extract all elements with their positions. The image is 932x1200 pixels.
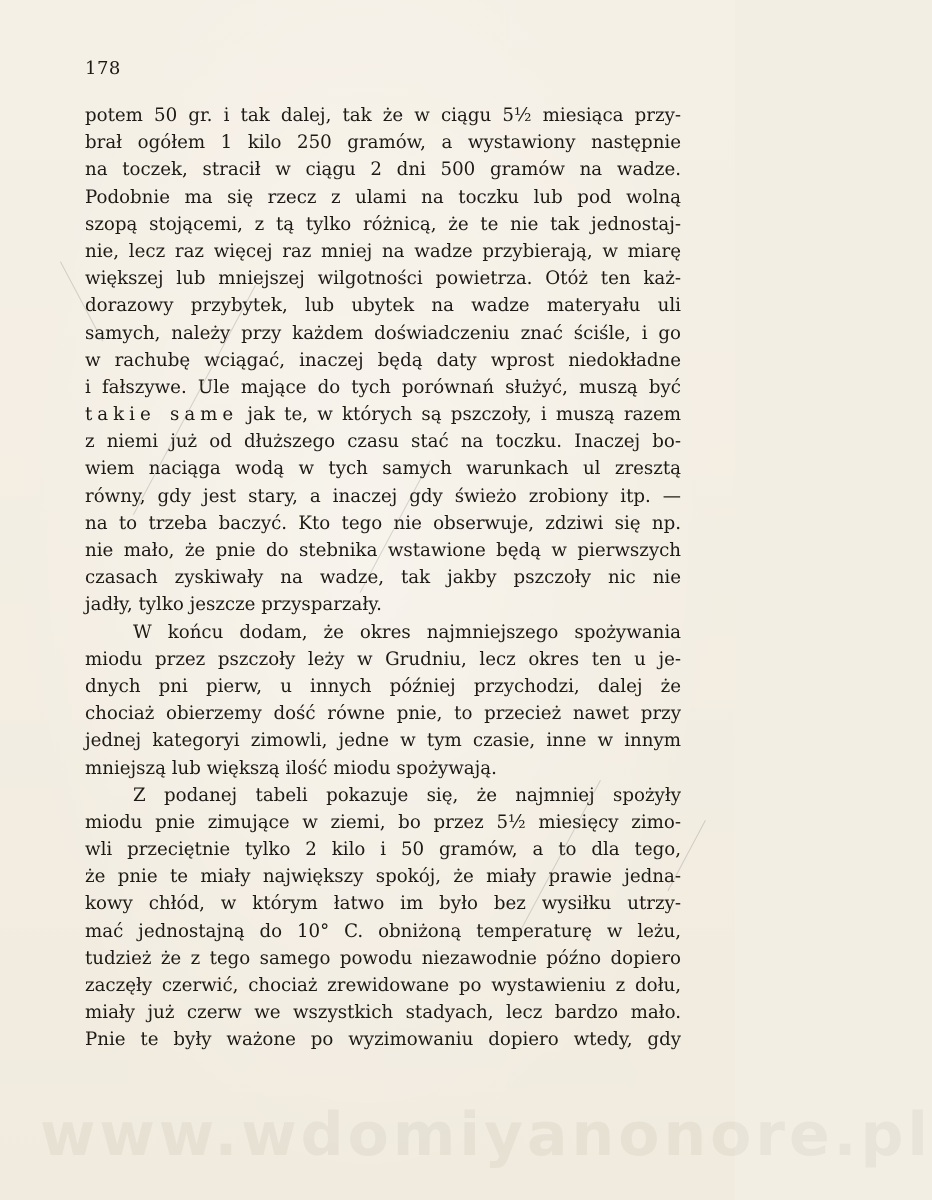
text-line: w rachubę wciągać, inaczej będą daty wprost niedokładne xyxy=(85,349,681,371)
text-line: Podobnie ma się rzecz z ulami na toczku lub pod wolną xyxy=(85,186,681,208)
text-line: nie, lecz raz więcej raz mniej na wadze przybierają, w miarę xyxy=(85,240,681,262)
spaced-line-rest: jak te, w których są pszczoły, i muszą razem xyxy=(238,404,681,426)
text-line: jednej kategoryi zimowli, jedne w tym czasie, inne w innym xyxy=(85,730,681,752)
text-line: W końcu dodam, że okres najmniejszego spożywania xyxy=(133,621,681,643)
body-text xyxy=(85,102,681,1054)
spaced-emphasis: takie same xyxy=(85,404,239,426)
text-line: zaczęły czerwić, chociaż zrewidowane po wystawieniu z dołu, xyxy=(85,975,681,996)
text-line: wli przeciętnie tylko 2 kilo i 50 gramów, a to dla tego, xyxy=(85,839,681,861)
text-line: miodu pnie zimujące w ziemi, bo przez 5½ miesięcy zimo- xyxy=(85,811,681,833)
watermark: www.wdomiyanonore.pl xyxy=(40,1100,932,1170)
text-line: dorazowy przybytek, lub ubytek na wadze materyału uli xyxy=(85,295,681,317)
text-line: chociaż obierzemy dość równe pnie, to przecież nawet przy xyxy=(85,703,681,725)
text-line: brał ogółem 1 kilo 250 gramów, a wystawiony następnie xyxy=(85,132,681,154)
text-line: tudzież że z tego samego powodu niezawodnie późno dopiero xyxy=(85,947,681,969)
text-line: kowy chłód, w którym łatwo im było bez wysiłku utrzy- xyxy=(85,893,681,915)
text-line: Pnie te były ważone po wyzimowaniu dopiero wtedy, gdy xyxy=(85,1029,681,1051)
text-line: na to trzeba baczyć. Kto tego nie obserwuje, zdziwi się np. xyxy=(85,512,681,534)
text-line: miodu przez pszczoły leży w Grudniu, lecz okres ten u je- xyxy=(85,648,681,670)
text-line: wiem naciąga wodą w tych samych warunkach ul zresztą xyxy=(85,458,681,480)
text-line: potem 50 gr. i tak dalej, tak że w ciągu 5½ miesiąca przy- xyxy=(85,105,681,126)
text-line: na toczek, stracił w ciągu 2 dni 500 gramów na wadze. xyxy=(85,159,681,181)
text-line: i fałszywe. Ule mające do tych porównań służyć, muszą być xyxy=(85,376,681,398)
page-number: 178 xyxy=(85,58,121,79)
text-line: nie mało, że pnie do stebnika wstawione będą w pierwszych xyxy=(85,540,681,561)
text-line: jadły, tylko jeszcze przysparzały. xyxy=(85,594,382,616)
text-line: Z podanej tabeli pokazuje się, że najmniej spożyły xyxy=(133,784,681,806)
text-line: mać jednostajną do 10° C. obniżoną temperaturę w leżu, xyxy=(85,920,681,942)
text-line: równy, gdy jest stary, a inaczej gdy świeżo zrobiony itp. — xyxy=(85,485,681,507)
text-line: miały już czerw we wszystkich stadyach, lecz bardzo mało. xyxy=(85,1002,681,1024)
text-line: samych, należy przy każdem doświadczeniu znać ściśle, i go xyxy=(85,322,681,344)
text-line: z niemi już od dłuższego czasu stać na toczku. Inaczej bo- xyxy=(85,431,681,453)
text-line: dnych pni pierw, u innych później przychodzi, dalej że xyxy=(85,675,681,697)
text-line: większej lub mniejszej wilgotności powietrza. Otóż ten każ- xyxy=(85,268,681,290)
text-line-spaced xyxy=(85,401,681,428)
text-line: czasach zyskiwały na wadze, tak jakby pszczoły nic nie xyxy=(85,567,681,589)
text-line: mniejszą lub większą ilość miodu spożywają. xyxy=(85,757,497,779)
text-line: szopą stojącemi, z tą tylko różnicą, że te nie tak jednostaj- xyxy=(85,213,681,235)
text-line: że pnie te miały największy spokój, że miały prawie jedna- xyxy=(85,866,681,888)
